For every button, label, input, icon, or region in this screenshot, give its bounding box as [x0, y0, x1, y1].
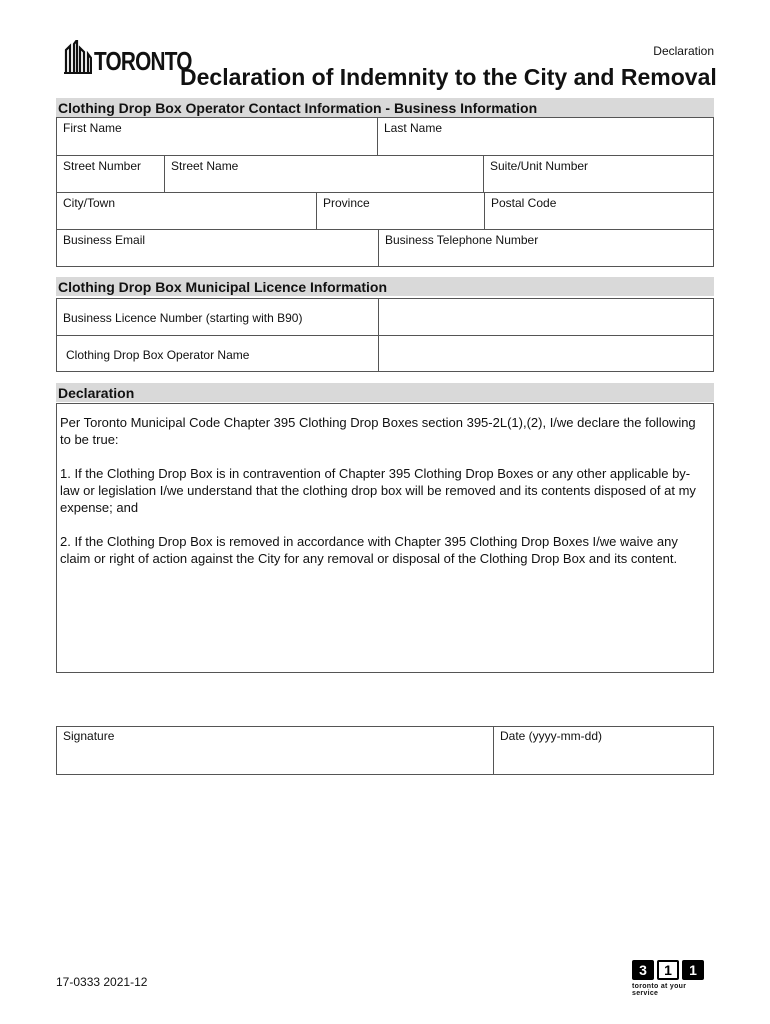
postal-code-field[interactable]	[484, 192, 714, 230]
business-email-label: Business Email	[63, 233, 146, 247]
business-email-field[interactable]	[56, 229, 379, 267]
suite-unit-field[interactable]	[483, 155, 714, 193]
province-label: Province	[323, 196, 370, 210]
city-town-label: City/Town	[63, 196, 116, 210]
declaration-item-1: 1. If the Clothing Drop Box is in contravention of Chapter 395 Clothing Drop Boxes or any other applicable by-law or legislation I/we understand that the clothing drop box will be removed and its contents disposed of at my expense; and	[60, 466, 696, 515]
declaration-item-2: 2. If the Clothing Drop Box is removed in accordance with Chapter 395 Clothing Drop Boxes I/we waive any claim or right of action against the City for any removal or disposal of the Clothing Drop Box and its content.	[60, 534, 678, 566]
declaration-text-box	[56, 403, 714, 673]
311-tagline: toronto at your service	[632, 983, 687, 997]
business-phone-field[interactable]	[378, 229, 714, 267]
operator-name-input[interactable]	[378, 335, 714, 372]
page-title: Declaration of Indemnity to the City and Removal	[180, 64, 717, 90]
street-name-label: Street Name	[171, 159, 239, 173]
date-field[interactable]	[493, 726, 714, 775]
toronto-logo	[64, 38, 192, 78]
licence-number-label-cell	[56, 298, 379, 336]
311-digit: 3	[632, 960, 654, 980]
date-label: Date (yyyy-mm-dd)	[500, 729, 603, 743]
signature-label: Signature	[63, 729, 115, 743]
city-town-field[interactable]	[56, 192, 317, 230]
province-field[interactable]	[316, 192, 485, 230]
street-number-field[interactable]	[56, 155, 165, 193]
operator-name-label-cell	[56, 335, 379, 372]
311-digits	[632, 960, 712, 980]
311-digit: 1	[657, 960, 679, 980]
signature-field[interactable]	[56, 726, 494, 775]
last-name-field[interactable]	[377, 117, 714, 156]
street-number-label: Street Number	[63, 159, 142, 173]
toronto-311-logo	[632, 960, 712, 997]
licence-number-input[interactable]	[378, 298, 714, 336]
city-hall-icon	[64, 40, 92, 74]
logo-wordmark: TORONTO	[94, 46, 192, 76]
declaration-heading: Declaration	[56, 383, 714, 402]
operator-name-label: Clothing Drop Box Operator Name	[66, 348, 250, 362]
postal-code-label: Postal Code	[491, 196, 557, 210]
suite-unit-label: Suite/Unit Number	[490, 159, 589, 173]
first-name-field[interactable]	[56, 117, 378, 156]
first-name-label: First Name	[63, 121, 122, 135]
licence-number-label: Business Licence Number (starting with B90)	[63, 311, 303, 325]
street-name-field[interactable]	[164, 155, 484, 193]
declaration-intro: Per Toronto Municipal Code Chapter 395 Clothing Drop Boxes section 395-2L(1),(2), I/we declare the following to be true:	[60, 415, 696, 447]
last-name-label: Last Name	[384, 121, 443, 135]
business-phone-label: Business Telephone Number	[385, 233, 539, 247]
licence-info-heading: Clothing Drop Box Municipal Licence Information	[56, 277, 714, 296]
business-info-heading: Clothing Drop Box Operator Contact Information - Business Information	[56, 98, 714, 117]
form-type-label: Declaration	[653, 44, 714, 58]
311-digit: 1	[682, 960, 704, 980]
form-code: 17-0333 2021-12	[56, 975, 148, 989]
